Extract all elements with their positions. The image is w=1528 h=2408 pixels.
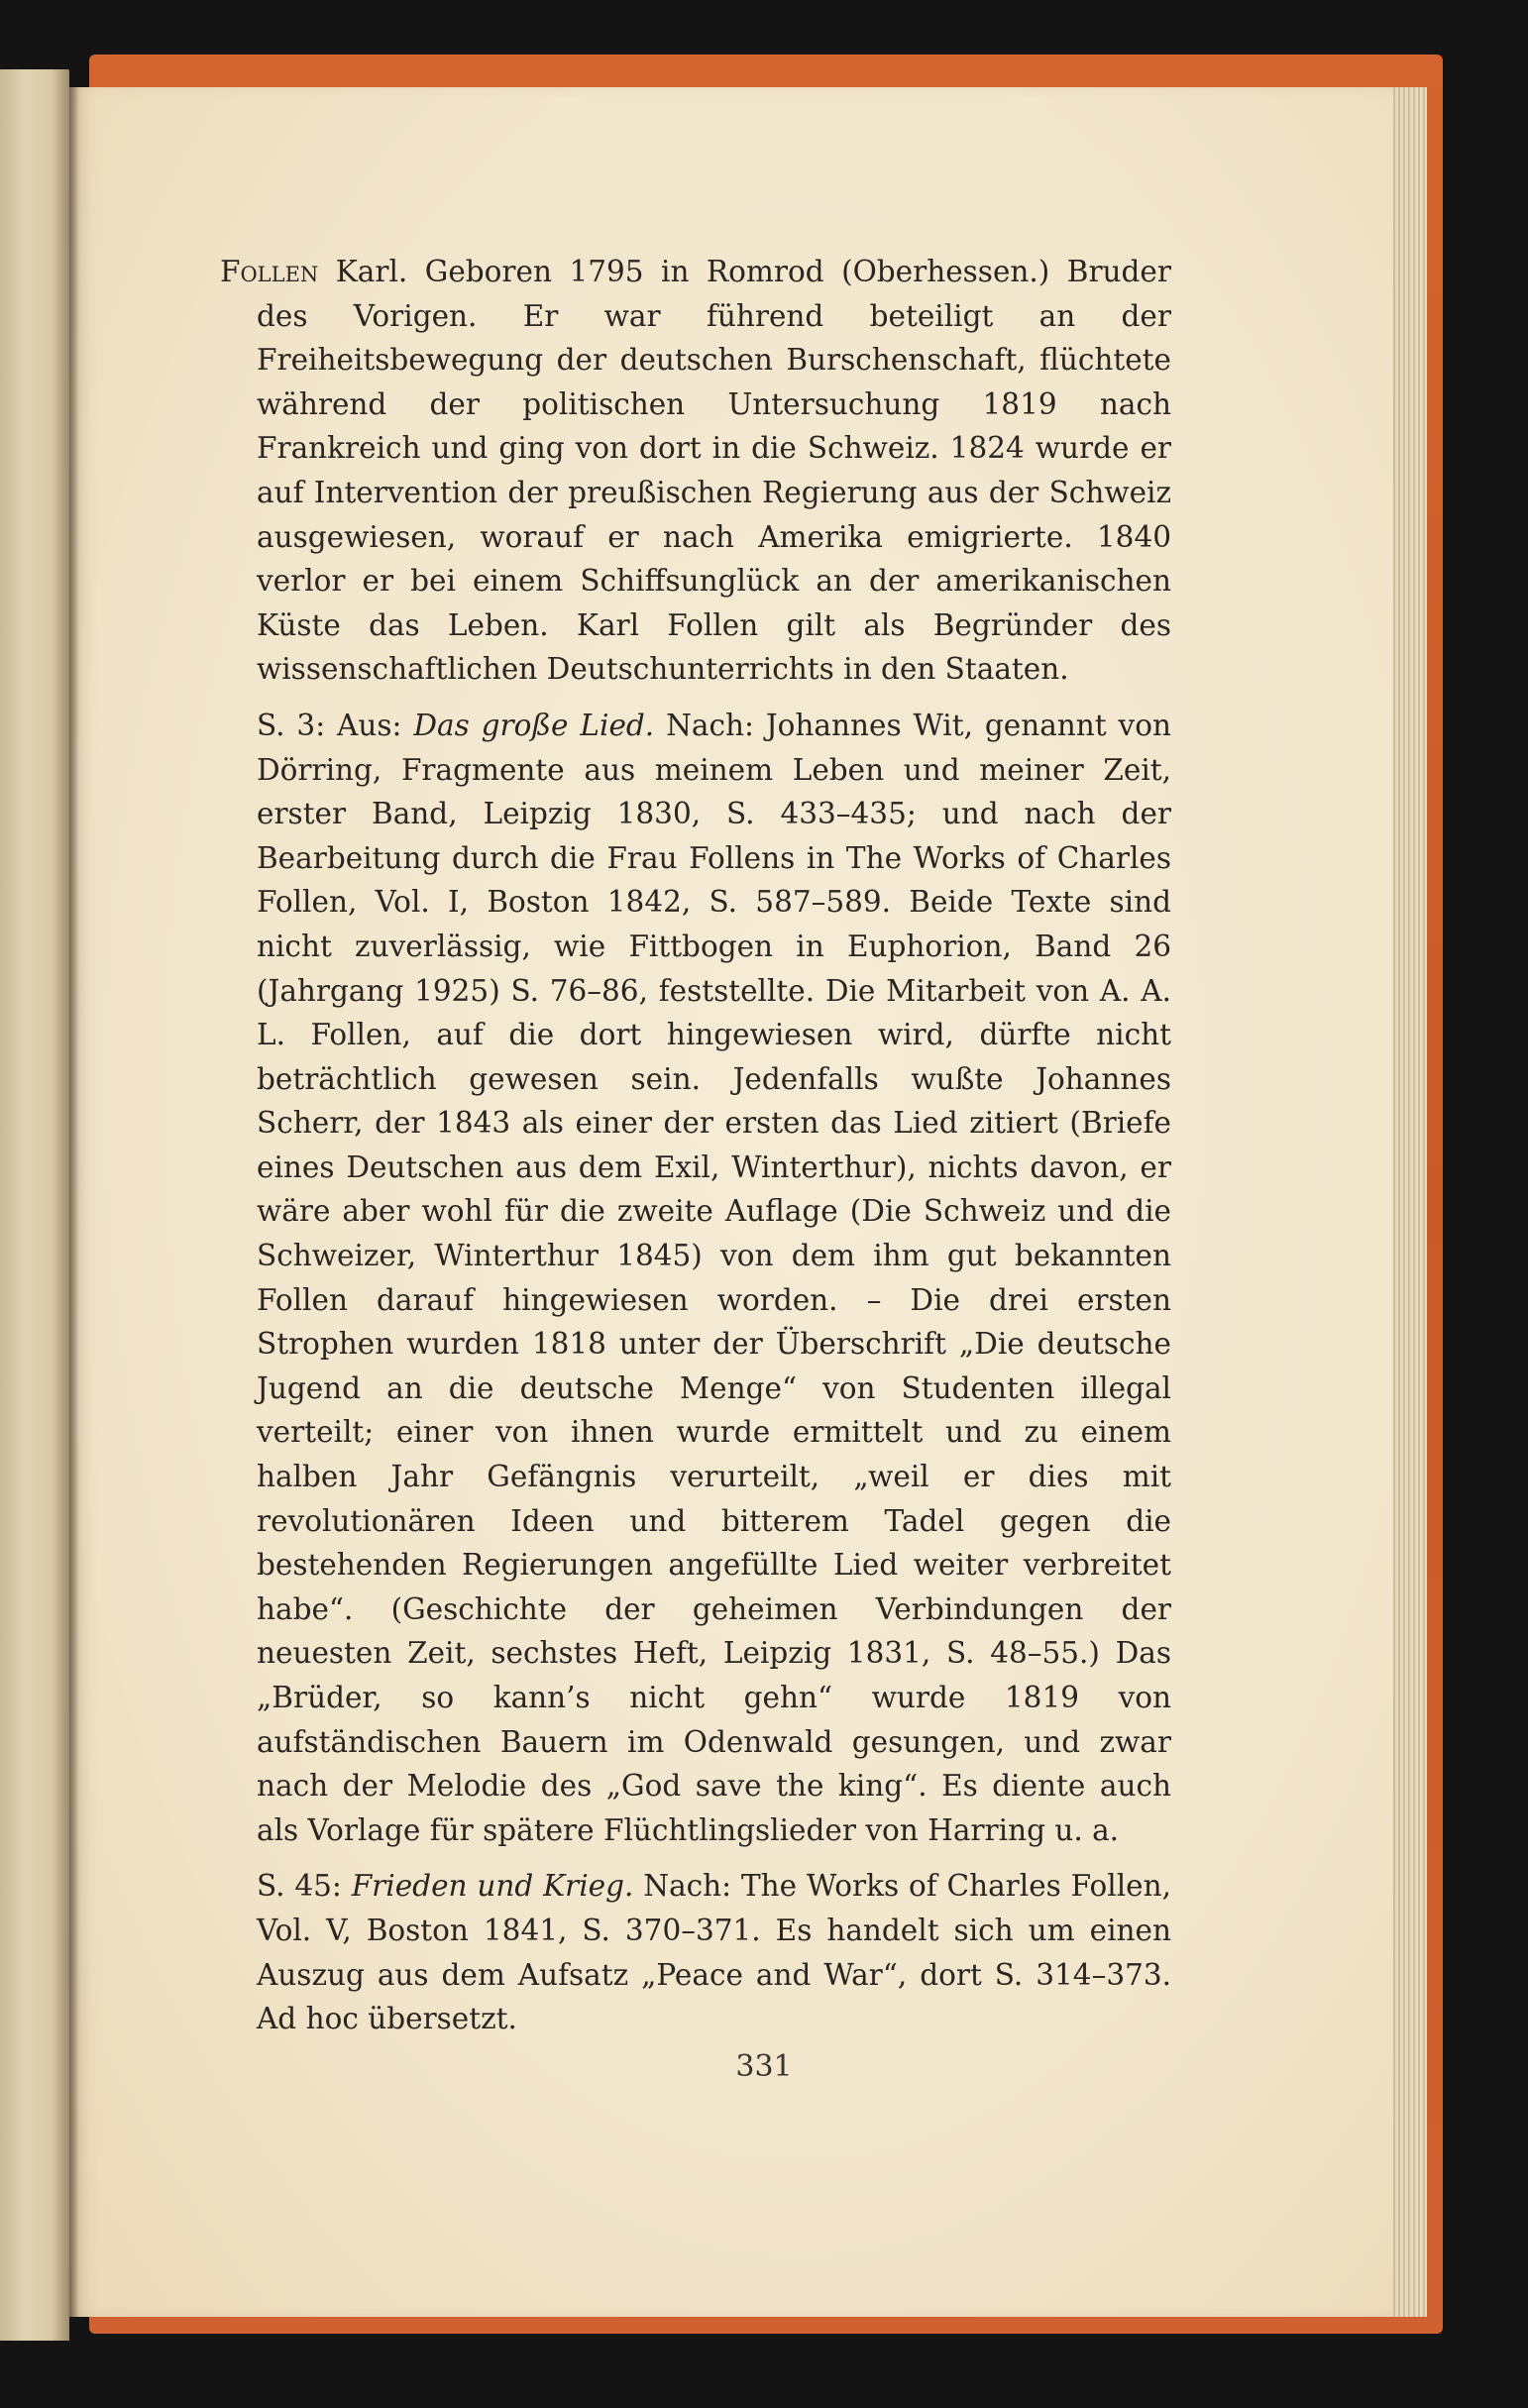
source-note-1 [220, 704, 1171, 1852]
source-note-2 [220, 1864, 1171, 2040]
entry-text: Karl. Geboren 1795 in Romrod (Oberhessen.) Bruder des Vorigen. Er war führend beteiligt an der Freiheitsbewegung der deutschen Burschenschaft, flüchtete während der politischen Untersuchung 1819 nach Frankreich und ging von dort in die Schweiz. 1824 wurde er auf Intervention der preußischen Regierung aus der Schweiz ausgewiesen, worauf er nach Amerika emigrierte. 1840 verlor er bei einem Schiffsunglück an der amerikanischen Küste das Leben. Karl Follen gilt als Begründer des wissenschaftlichen Deutschunterrichts in den Staaten. [257, 255, 1171, 687]
note2-prefix: S. 45: [257, 1869, 352, 1904]
page-number: 331 [735, 2049, 793, 2084]
text-block [220, 250, 1171, 2053]
note1-prefix: S. 3: Aus: [257, 708, 414, 742]
note1-text: Nach: Johannes Wit, genannt von Dörring, Fragmente aus meinem Leben und meiner Zeit, erster Band, Leipzig 1830, S. 433–435; und nach der Bearbeitung durch die Frau Follens in The Works of Charles Follen, Vol. I, Boston 1842, S. 587–589. Beide Texte sind nicht zuverlässig, wie Fittbogen in Euphorion, Band 26 (Jahrgang 1925) S. 76–86, feststellte. Die Mitarbeit von A. A. L. Follen, auf die dort hingewiesen wird, dürfte nicht beträchtlich gewesen sein. Jedenfalls wußte Johannes Scherr, der 1843 als einer der ersten das Lied zitiert (Briefe eines Deutschen aus dem Exil, Winterthur), nichts davon, er wäre aber wohl für die zweite Auflage (Die Schweiz und die Schweizer, Winterthur 1845) von dem ihm gut bekannten Follen darauf hingewiesen worden. – Die drei ersten Strophen wurden 1818 unter der Überschrift „Die deutsche Jugend an die deutsche Menge“ von Studenten illegal verteilt; einer von ihnen wurde ermittelt und zu einem halben Jahr Gefängnis verurteilt, „weil er dies mit revolutionären Ideen und bitterem Tadel gegen die bestehenden Regierungen angefüllte Lied weiter verbreitet habe“. (Geschichte der geheimen Verbindungen der neuesten Zeit, sechstes Heft, Leipzig 1831, S. 48–55.) Das „Brüder, so kann’s nicht gehn“ wurde 1819 von aufständischen Bauern im Odenwald gesungen, und zwar nach der Melodie des „God save the king“. Es diente auch als Vorlage für spätere Flüchtlingslieder von Harring u. a. [257, 708, 1171, 1847]
facing-page-edge [0, 69, 69, 2341]
note2-title: Frieden und Krieg. [351, 1869, 634, 1904]
note1-title: Das große Lied. [413, 708, 655, 742]
entry-name: Follen [220, 255, 319, 288]
biography-entry [220, 250, 1171, 692]
note2-text: Nach: The Works of Charles Follen, Vol. V, Boston 1841, S. 370–371. Es handelt sich um einen Auszug aus dem Aufsatz „Peace and War“, dort S. 314–373. Ad hoc übersetzt. [257, 1869, 1171, 2036]
gutter-shadow [69, 87, 79, 2317]
